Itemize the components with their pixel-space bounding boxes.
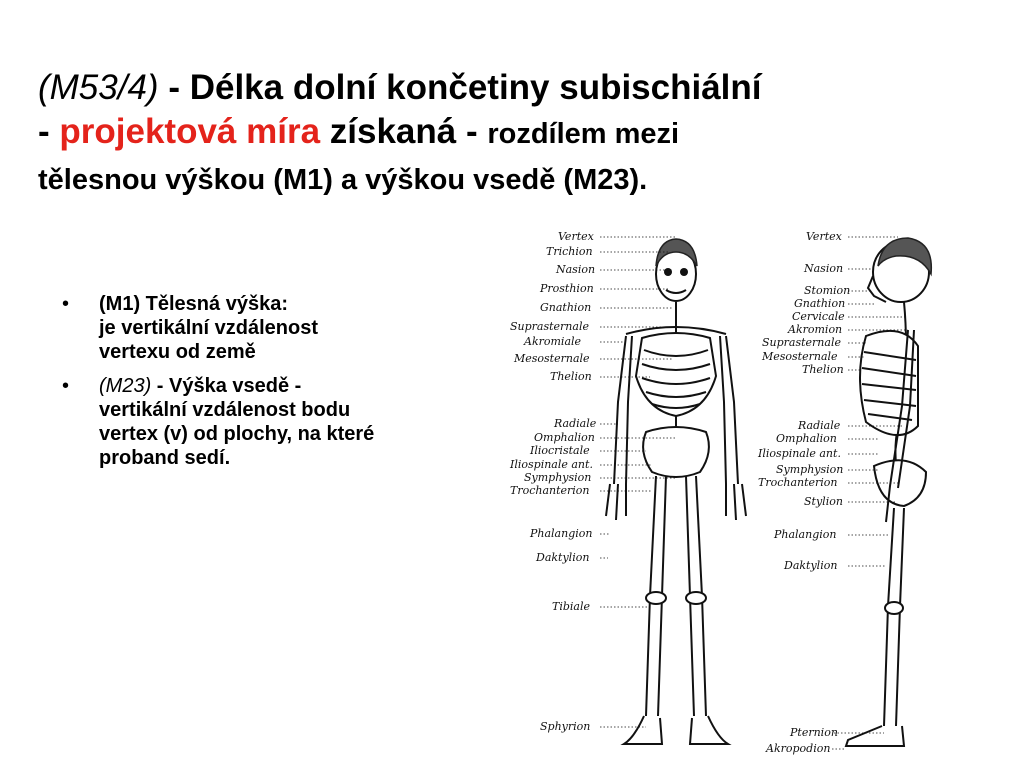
label-thelion-side: Thelion: [802, 363, 844, 376]
label-thelion: Thelion: [550, 370, 592, 383]
title-dash: -: [38, 112, 60, 151]
title-small: rozdílem mezi: [487, 118, 680, 150]
label-stomion-side: Stomion: [804, 284, 851, 297]
label-trochanterion: Trochanterion: [510, 484, 590, 497]
bullet-list: [62, 292, 498, 480]
label-nasion: Nasion: [556, 263, 596, 276]
skeleton-figure: [506, 226, 946, 762]
label-akromion-side: Akromion: [788, 323, 843, 336]
label-iliospinale-side: Iliospinale ant.: [758, 447, 841, 460]
bullet-m1-line3: vertexu od země: [99, 341, 256, 363]
label-akromiale: Akromiale: [524, 335, 582, 348]
label-omphalion-side: Omphalion: [776, 432, 837, 445]
label-vertex: Vertex: [558, 230, 594, 243]
label-stylion-side: Stylion: [804, 495, 843, 508]
title-part2: získaná -: [320, 112, 488, 151]
bullet-m1-line1: (M1) Tělesná výška:: [99, 293, 288, 315]
label-radiale: Radiale: [554, 417, 597, 430]
bullet-m1-line2: je vertikální vzdálenost: [99, 317, 318, 339]
bullet-m23-line4: proband sedí.: [99, 447, 231, 469]
label-pternion-side: Pternion: [790, 726, 838, 739]
label-sphyrion: Sphyrion: [540, 720, 591, 733]
label-symphysion-side: Symphysion: [776, 463, 844, 476]
bullet-m23-code: (M23): [99, 375, 152, 397]
label-mesosternale: Mesosternale: [514, 352, 590, 365]
label-daktylion-side: Daktylion: [784, 559, 838, 572]
label-iliocristale: Iliocristale: [530, 444, 590, 457]
label-suprasternale-side: Suprasternale: [762, 336, 841, 349]
label-phalangion: Phalangion: [530, 527, 593, 540]
title-red-term: projektová míra: [59, 112, 321, 151]
label-symphysion: Symphysion: [524, 471, 592, 484]
label-gnathion: Gnathion: [540, 301, 592, 314]
title-line3: tělesnou výškou (M1) a výškou vsedě (M23).: [38, 164, 648, 196]
label-akropodion-side: Akropodion: [766, 742, 831, 755]
label-trochanterion-side: Trochanterion: [758, 476, 838, 489]
bullet-m23-line1: - Výška vsedě -: [151, 375, 302, 397]
side-skeleton: [846, 238, 931, 746]
label-daktylion: Daktylion: [536, 551, 590, 564]
label-radiale-side: Radiale: [798, 419, 841, 432]
title-part1: - Délka dolní končetiny subischiální: [158, 68, 762, 107]
slide-title: [38, 66, 998, 202]
front-skeleton: [606, 239, 746, 744]
bullet-m1: [62, 292, 498, 364]
bullet-m23: [62, 374, 498, 470]
bullet-m23-line3: vertex (v) od plochy, na které: [99, 423, 375, 445]
label-vertex-side: Vertex: [806, 230, 842, 243]
label-tibiale: Tibiale: [552, 600, 591, 613]
bullet-dot: •: [62, 375, 70, 397]
left-labels: [509, 230, 676, 733]
label-gnathion-side: Gnathion: [794, 297, 846, 310]
title-code: (M53/4): [38, 68, 159, 107]
label-cervicale-side: Cervicale: [792, 310, 845, 323]
label-mesosternale-side: Mesosternale: [762, 350, 838, 363]
label-suprasternale: Suprasternale: [510, 320, 589, 333]
label-prosthion: Prosthion: [540, 282, 594, 295]
label-nasion-side: Nasion: [804, 262, 844, 275]
label-omphalion: Omphalion: [534, 431, 595, 444]
label-trichion: Trichion: [546, 245, 593, 258]
label-iliospinale: Iliospinale ant.: [510, 458, 593, 471]
label-phalangion-side: Phalangion: [774, 528, 837, 541]
bullet-dot: •: [62, 293, 70, 315]
bullet-m23-line2: vertikální vzdálenost bodu: [99, 399, 351, 421]
